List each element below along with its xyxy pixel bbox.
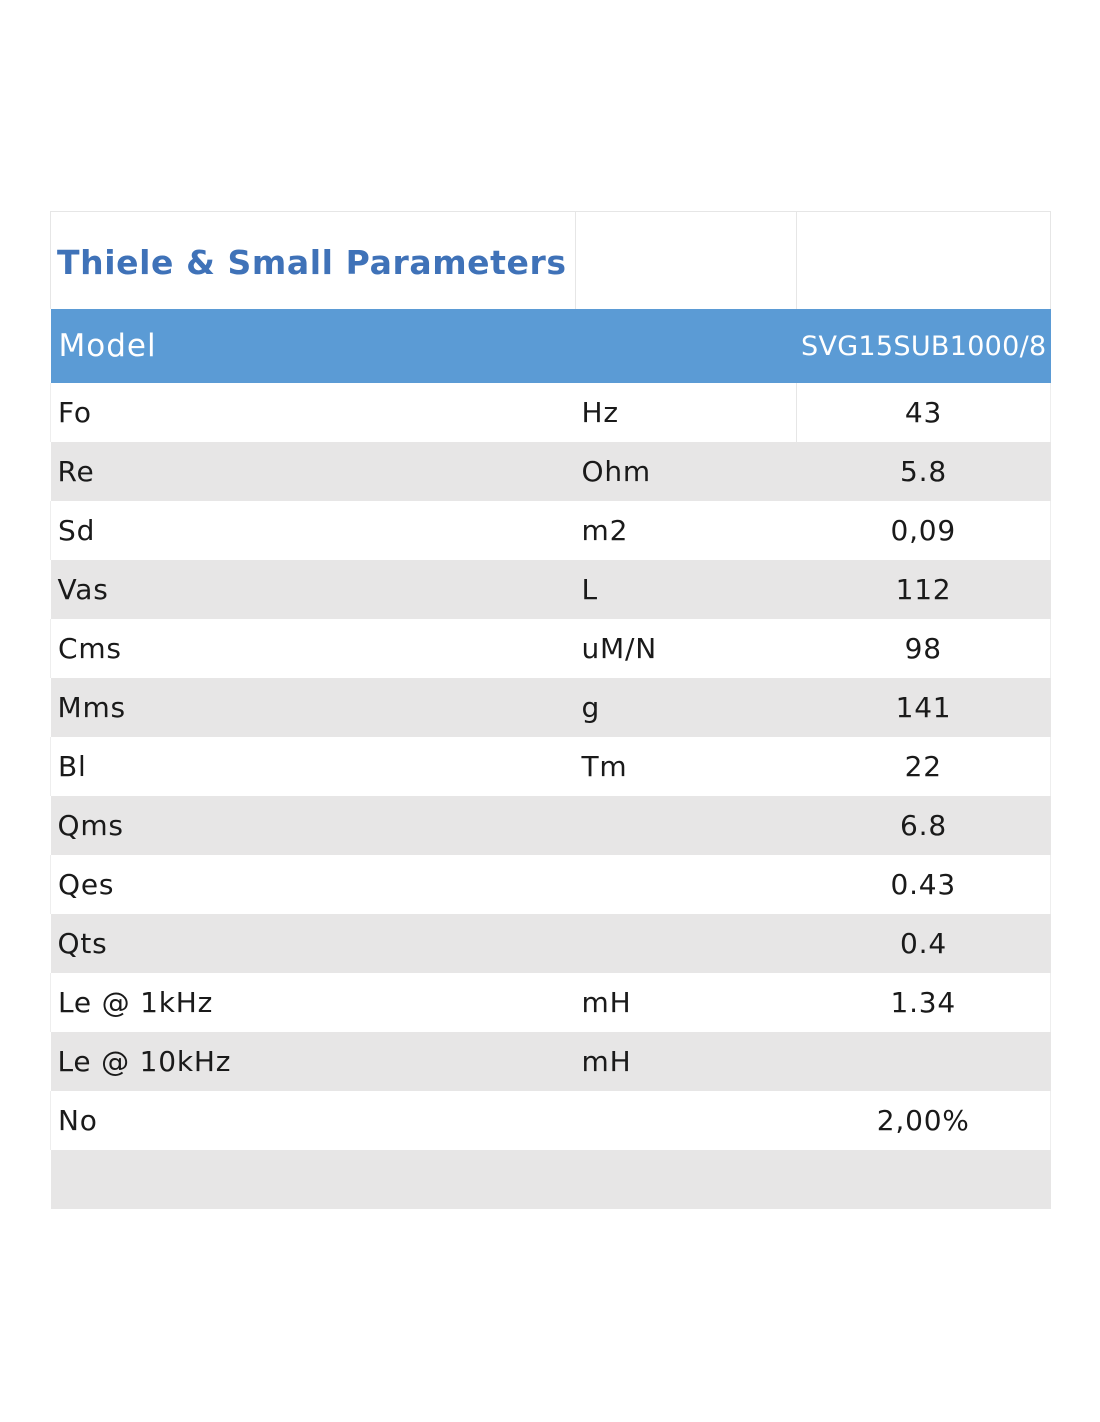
parameter-value: 5.8 <box>797 442 1051 501</box>
parameter-name <box>51 1150 576 1209</box>
table-row <box>51 855 1051 914</box>
parameter-name: Le @ 1kHz <box>51 973 576 1032</box>
parameter-value: 0.43 <box>797 855 1051 914</box>
parameter-unit: uM/N <box>576 619 797 678</box>
parameter-name: Qts <box>51 914 576 973</box>
parameter-unit <box>576 914 797 973</box>
table-row <box>51 442 1051 501</box>
table-row <box>51 1150 1051 1209</box>
parameter-value <box>797 1032 1051 1091</box>
table-row <box>51 678 1051 737</box>
parameter-name: Mms <box>51 678 576 737</box>
parameter-name: Re <box>51 442 576 501</box>
parameter-value: 0,09 <box>797 501 1051 560</box>
table-row <box>51 501 1051 560</box>
parameter-value: 141 <box>797 678 1051 737</box>
parameter-unit <box>576 796 797 855</box>
title-row <box>51 212 1051 310</box>
parameter-value: 22 <box>797 737 1051 796</box>
parameter-value: 2,00% <box>797 1091 1051 1150</box>
title-cell <box>51 212 576 310</box>
parameters-table <box>50 211 1051 1209</box>
title-blank-cell <box>576 212 797 310</box>
parameter-name: Le @ 10kHz <box>51 1032 576 1091</box>
parameter-name: No <box>51 1091 576 1150</box>
parameter-unit: Tm <box>576 737 797 796</box>
parameter-unit <box>576 1150 797 1209</box>
parameter-unit <box>576 855 797 914</box>
parameter-value: 43 <box>797 383 1051 442</box>
parameter-unit: g <box>576 678 797 737</box>
parameter-name: Cms <box>51 619 576 678</box>
parameter-value: 98 <box>797 619 1051 678</box>
header-blank-cell <box>576 309 797 383</box>
header-row <box>51 309 1051 383</box>
parameter-unit: mH <box>576 1032 797 1091</box>
parameter-name: Vas <box>51 560 576 619</box>
table-row <box>51 796 1051 855</box>
table-row <box>51 619 1051 678</box>
table-row <box>51 1032 1051 1091</box>
parameter-unit: Ohm <box>576 442 797 501</box>
table-row <box>51 560 1051 619</box>
parameter-unit <box>576 1091 797 1150</box>
parameter-value: 1.34 <box>797 973 1051 1032</box>
model-number: SVG15SUB1000/8 <box>797 309 1051 383</box>
table-row <box>51 383 1051 442</box>
parameter-unit: m2 <box>576 501 797 560</box>
table-row <box>51 1091 1051 1150</box>
table-title: Thiele & Small Parameters <box>57 243 567 282</box>
table-row <box>51 973 1051 1032</box>
model-label: Model <box>51 309 576 383</box>
table-row <box>51 914 1051 973</box>
parameter-value: 112 <box>797 560 1051 619</box>
parameter-unit: mH <box>576 973 797 1032</box>
parameter-value <box>797 1150 1051 1209</box>
parameter-unit: L <box>576 560 797 619</box>
parameter-name: Sd <box>51 501 576 560</box>
parameter-value: 6.8 <box>797 796 1051 855</box>
table-row <box>51 737 1051 796</box>
parameter-name: Fo <box>51 383 576 442</box>
title-blank-cell <box>797 212 1051 310</box>
parameter-name: Qms <box>51 796 576 855</box>
parameter-name: Qes <box>51 855 576 914</box>
parameter-name: Bl <box>51 737 576 796</box>
parameter-unit: Hz <box>576 383 797 442</box>
parameter-value: 0.4 <box>797 914 1051 973</box>
